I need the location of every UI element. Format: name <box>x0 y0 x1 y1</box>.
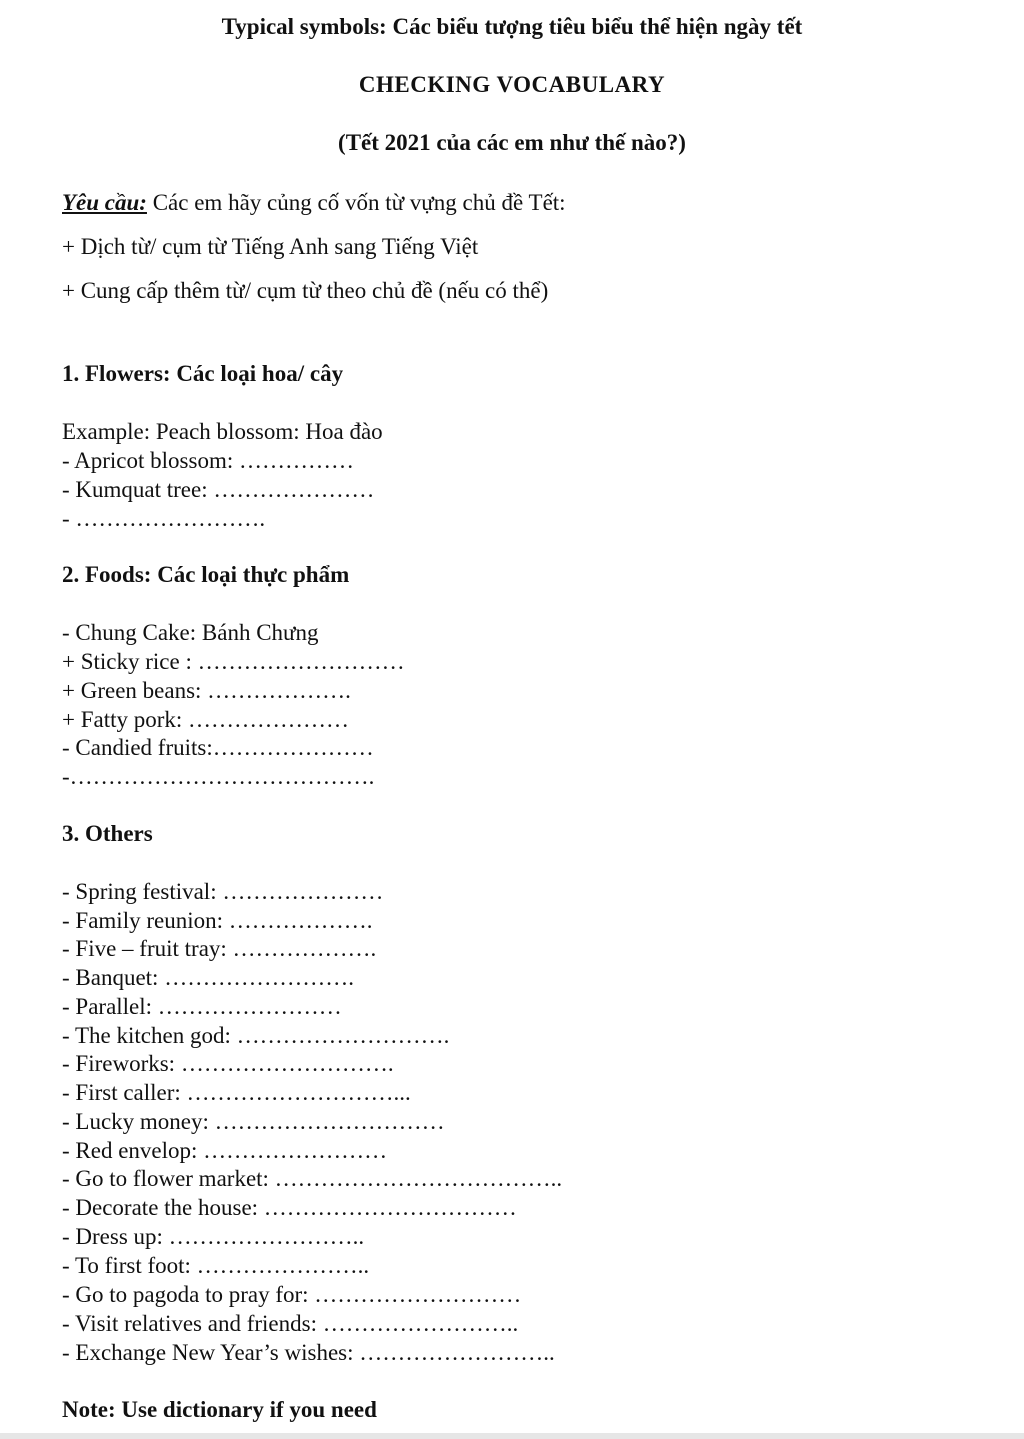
vocab-line: - Red envelop: …………………… <box>62 1138 388 1163</box>
vocab-line: Example: Peach blossom: Hoa đào <box>62 419 383 444</box>
page-bottom-edge <box>0 1433 1024 1439</box>
vocab-line: - Lucky money: ………………………… <box>62 1109 445 1134</box>
vocab-line: - Banquet: ……………………. <box>62 965 354 990</box>
vocab-line: + Green beans: ………………. <box>62 678 351 703</box>
requirements-label: Yêu cầu: <box>62 190 147 215</box>
vocab-line: - Exchange New Year’s wishes: …………………….. <box>62 1340 555 1365</box>
vocab-line: - Dress up: …………………….. <box>62 1224 365 1249</box>
requirements-line <box>62 190 566 216</box>
section-title-flowers: 1. Flowers: Các loại hoa/ cây <box>62 361 344 386</box>
vocab-line: - Five – fruit tray: ………………. <box>62 936 377 961</box>
section-title-foods: 2. Foods: Các loại thực phẩm <box>62 562 350 587</box>
page-subtitle: (Tết 2021 của các em như thế nào?) <box>338 130 686 155</box>
vocab-line: - Go to flower market: ……………………………….. <box>62 1166 563 1191</box>
vocab-line: - Apricot blossom: …………… <box>62 448 354 473</box>
vocab-line: - Chung Cake: Bánh Chưng <box>62 620 319 645</box>
vocab-line: - Go to pagoda to pray for: ……………………… <box>62 1282 522 1307</box>
vocab-line: + Fatty pork: ………………… <box>62 707 350 732</box>
vocab-line: - Decorate the house: …………………………… <box>62 1195 517 1220</box>
vocab-line: + Sticky rice : ……………………… <box>62 649 405 674</box>
requirement-item: + Cung cấp thêm từ/ cụm từ theo chủ đề (nếu có thể) <box>62 278 549 303</box>
vocab-line: - Kumquat tree: ………………… <box>62 477 375 502</box>
vocab-line: - Spring festival: ………………… <box>62 879 384 904</box>
vocab-line: - To first foot: ………………….. <box>62 1253 370 1278</box>
vocab-line: - Candied fruits:………………… <box>62 735 374 760</box>
vocab-line: - Visit relatives and friends: …………………….. <box>62 1311 519 1336</box>
note: Note: Use dictionary if you need <box>62 1397 377 1422</box>
vocab-line: - The kitchen god: ………………………. <box>62 1023 450 1048</box>
vocab-line: - First caller: ………………………... <box>62 1080 411 1105</box>
typical-symbols-heading: Typical symbols: Các biểu tượng tiêu biểu thể hiện ngày tết <box>221 14 803 39</box>
page-title: CHECKING VOCABULARY <box>358 72 666 97</box>
vocab-line: - Family reunion: ………………. <box>62 908 373 933</box>
requirement-item: + Dịch từ/ cụm từ Tiếng Anh sang Tiếng Việt <box>62 234 479 259</box>
section-title-others: 3. Others <box>62 821 153 846</box>
vocab-line: - ……………………. <box>62 506 266 531</box>
vocab-line: -…………………………………. <box>62 764 375 789</box>
vocab-line: - Fireworks: ………………………. <box>62 1051 394 1076</box>
requirements-text: Các em hãy củng cố vốn từ vựng chủ đề Tết: <box>146 190 566 215</box>
vocab-line: - Parallel: …………………… <box>62 994 342 1019</box>
